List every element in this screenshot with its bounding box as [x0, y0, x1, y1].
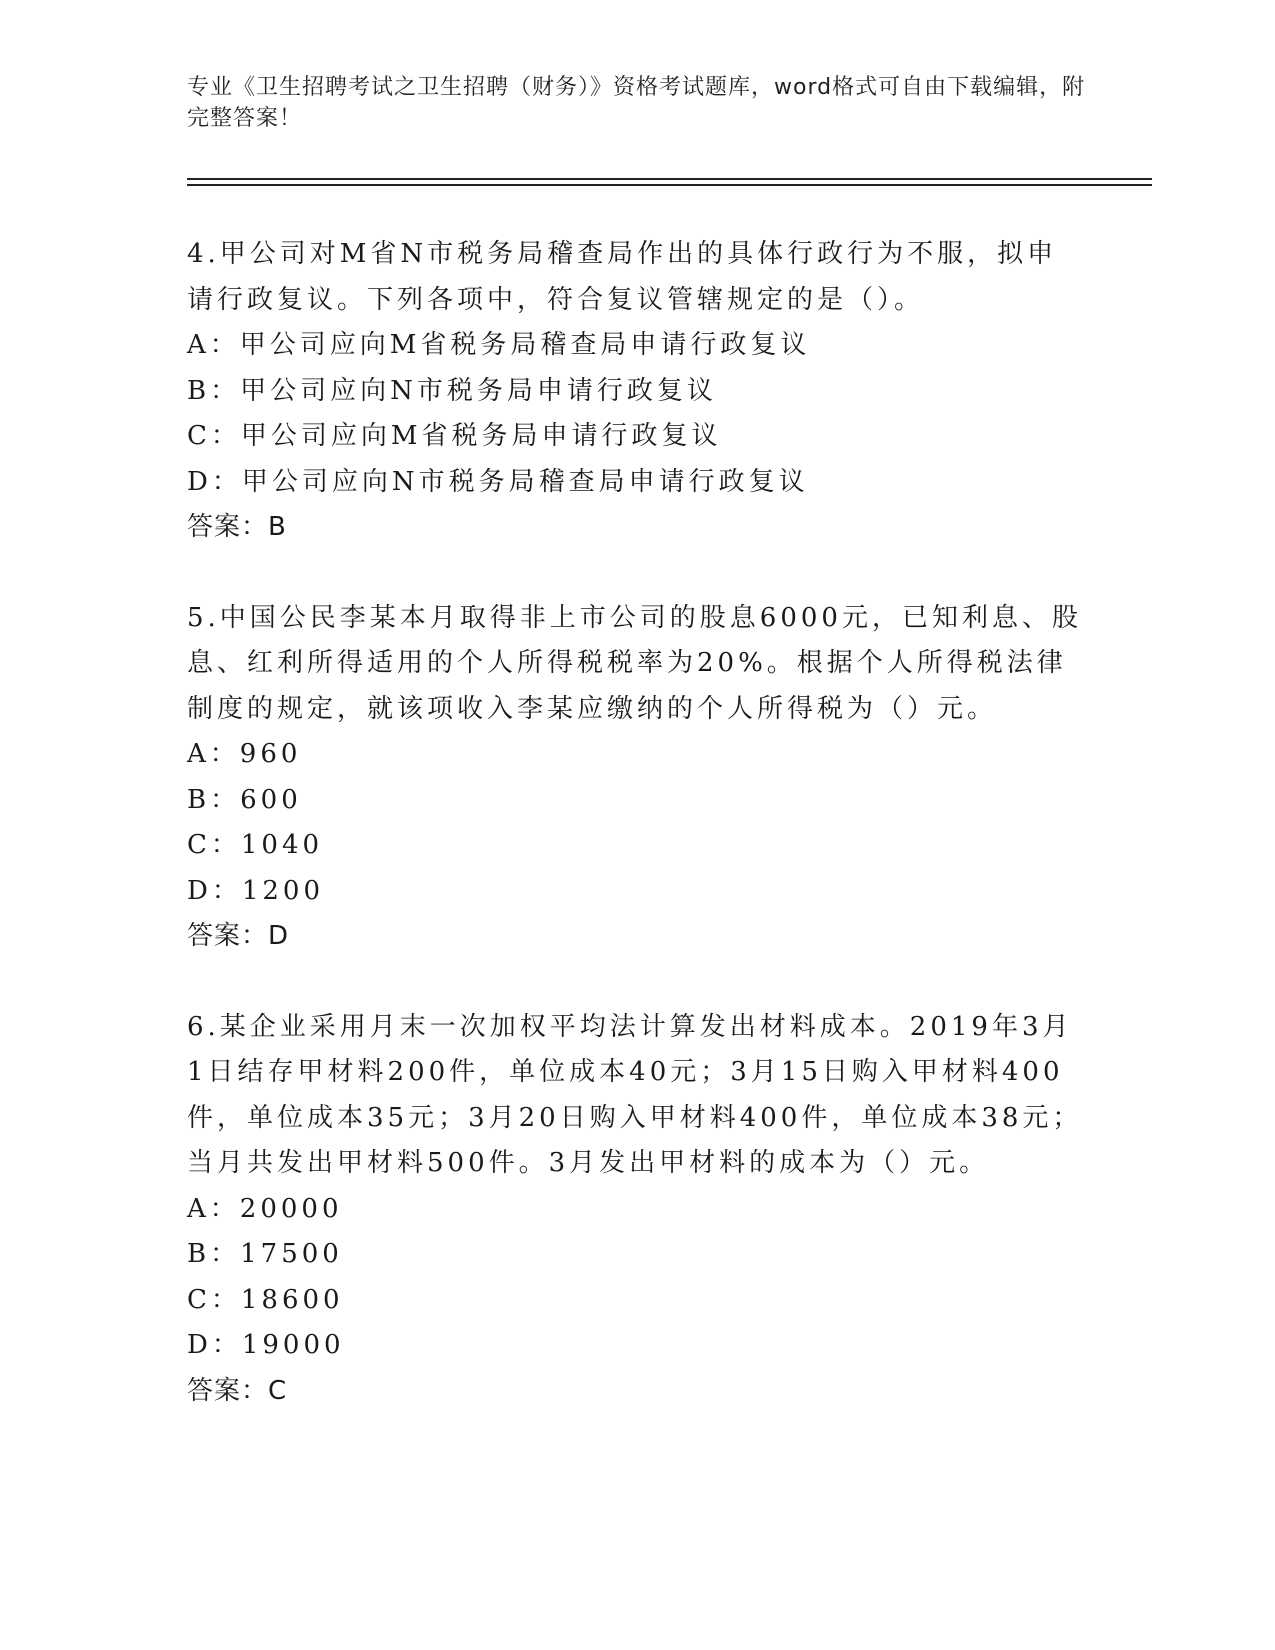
- option-a: A：甲公司应向M省税务局稽查局申请行政复议: [187, 330, 811, 360]
- answer-line: 答案：C: [187, 1375, 288, 1406]
- option-c: C：甲公司应向M省税务局申请行政复议: [187, 421, 722, 451]
- option-c: C：18600: [187, 1284, 344, 1315]
- question-text: 4.甲公司对M省N市税务局稽查局作出的具体行政行为不服，拟申请行政复议。下列各项中，符合复议管辖规定的是（）。: [187, 239, 1058, 315]
- question-6: [187, 1005, 1087, 1415]
- question-text: 6.某企业采用月末一次加权平均法计算发出材料成本。2019年3月1日结存甲材料200件，单位成本40元；3月15日购入甲材料400件，单位成本35元；3月20日购入甲材料400件，单位成本38元；当月共发出甲材料500件。3月发出甲材料的成本为（）元。: [187, 1011, 1083, 1178]
- question-spacer: [187, 960, 1087, 1005]
- option-b: B：甲公司应向N市税务局申请行政复议: [187, 375, 717, 406]
- question-spacer: [187, 551, 1087, 596]
- question-list: [187, 232, 1087, 1414]
- question-text: 5.中国公民李某本月取得非上市公司的股息6000元，已知利息、股息、红利所得适用的个人所得税税率为20%。根据个人所得税法律制度的规定，就该项收入李某应缴纳的个人所得税为（）元。: [187, 602, 1082, 724]
- answer-line: 答案：B: [187, 512, 287, 542]
- option-a: A：20000: [187, 1193, 343, 1224]
- option-d: D：甲公司应向N市税务局稽查局申请行政复议: [187, 466, 809, 497]
- header-divider-top: [187, 178, 1152, 180]
- option-d: D：19000: [187, 1330, 345, 1360]
- answer-line: 答案：D: [187, 921, 290, 951]
- question-5: [187, 596, 1087, 960]
- header-divider-bottom: [187, 184, 1152, 186]
- question-4: [187, 232, 1087, 551]
- document-header: 专业《卫生招聘考试之卫生招聘（财务）》资格考试题库，word格式可自由下载编辑，附完整答案！: [187, 75, 1086, 131]
- option-b: B：600: [187, 784, 302, 815]
- option-c: C：1040: [187, 830, 324, 860]
- option-a: A：960: [187, 739, 302, 769]
- option-d: D：1200: [187, 875, 325, 906]
- option-b: B：17500: [187, 1239, 343, 1269]
